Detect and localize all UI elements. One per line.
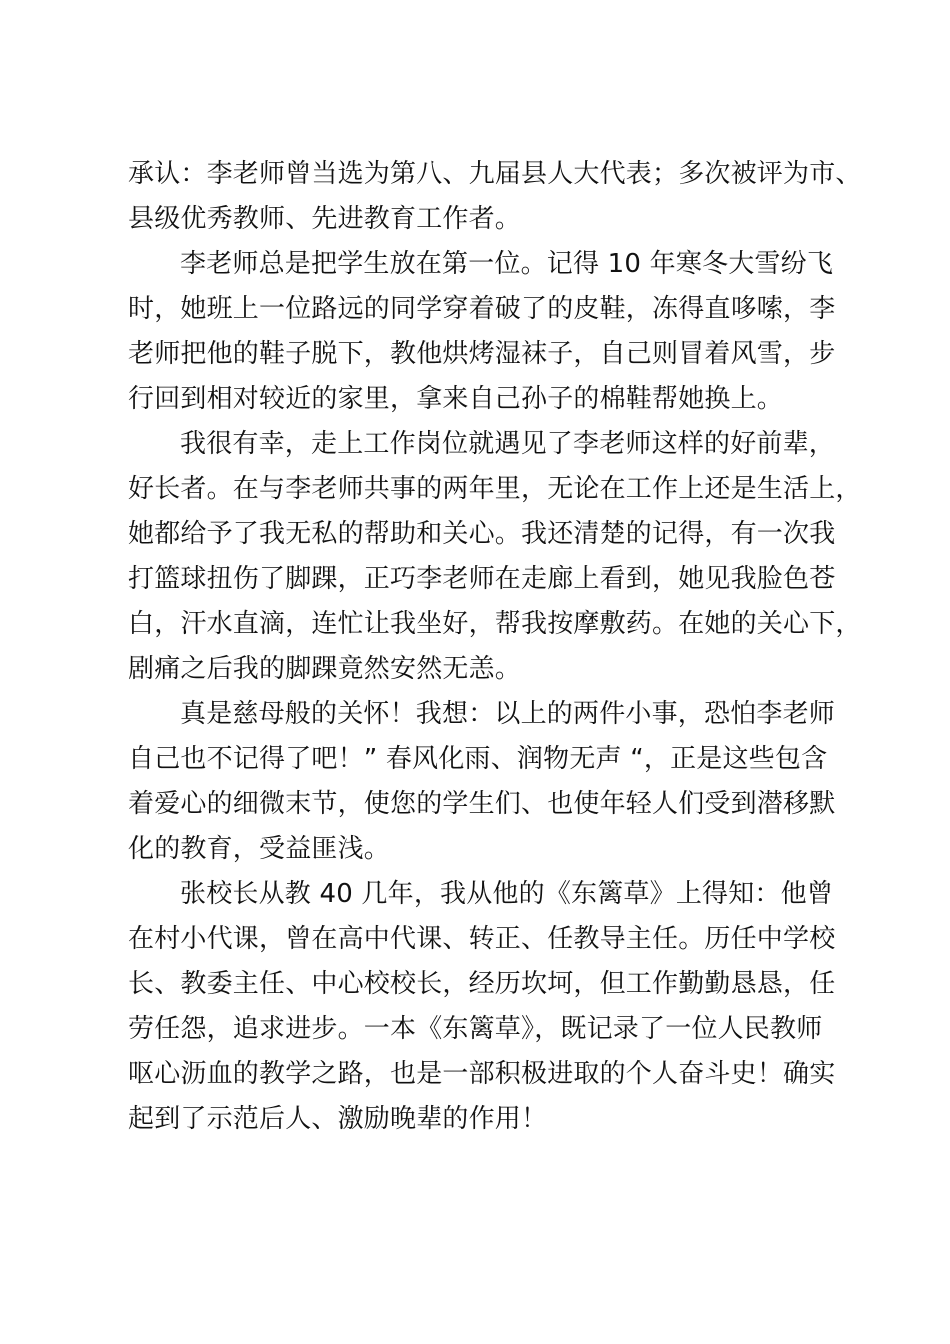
text-line: 着爱心的细微末节，使您的学生们、也使年轻人们受到潜移默: [128, 789, 836, 819]
text-line: 呕心沥血的教学之路，也是一部积极进取的个人奋斗史！确实: [128, 1059, 836, 1089]
text-line: 行回到相对较近的家里，拿来自己孙子的棉鞋帮她换上。: [128, 384, 784, 414]
text-line: 张校长从教 40 几年，我从他的《东篱草》上得知：他曾: [180, 879, 834, 909]
text-line: 她都给予了我无私的帮助和关心。我还清楚的记得，有一次我: [128, 519, 836, 549]
text-line: 承认：李老师曾当选为第八、九届县人大代表；多次被评为市、: [128, 159, 862, 189]
text-line: 县级优秀教师、先进教育工作者。: [128, 204, 522, 234]
text-line: 好长者。在与李老师共事的两年里，无论在工作上还是生活上，: [128, 474, 862, 504]
text-line: 自己也不记得了吧！” 春风化雨、润物无声 “，正是这些包含: [128, 744, 828, 774]
text-line: 劳任怨，追求进步。一本《东篱草》，既记录了一位人民教师: [128, 1014, 823, 1044]
text-line: 在村小代课，曾在高中代课、转正、任教导主任。历任中学校: [128, 924, 836, 954]
paragraph: [128, 152, 862, 242]
text-line: 起到了示范后人、激励晚辈的作用！: [128, 1104, 548, 1134]
paragraph: [128, 692, 858, 872]
text-line: 我很有幸，走上工作岗位就遇见了李老师这样的好前辈，: [180, 429, 836, 459]
paragraph: [128, 422, 862, 692]
text-line: 李老师总是把学生放在第一位。记得 10 年寒冬大雪纷飞: [180, 249, 834, 279]
text-line: 化的教育，受益匪浅。: [128, 834, 391, 864]
text-line: 长、教委主任、中心校校长，经历坎坷，但工作勤勤恳恳，任: [128, 969, 836, 999]
text-line: 打篮球扭伤了脚踝，正巧李老师在走廊上看到，她见我脸色苍: [128, 564, 836, 594]
text-line: 时，她班上一位路远的同学穿着破了的皮鞋，冻得直哆嗦，李: [128, 294, 836, 324]
text-line: 真是慈母般的关怀！我想：以上的两件小事，恐怕李老师: [180, 699, 836, 729]
body-text: [128, 152, 862, 1142]
paragraph: [128, 872, 858, 1142]
text-line: 白，汗水直滴，连忙让我坐好，帮我按摩敷药。在她的关心下，: [128, 609, 862, 639]
text-line: 剧痛之后我的脚踝竟然安然无恙。: [128, 654, 522, 684]
paragraph: [128, 242, 858, 422]
text-line: 老师把他的鞋子脱下，教他烘烤湿袜子，自己则冒着风雪，步: [128, 339, 836, 369]
